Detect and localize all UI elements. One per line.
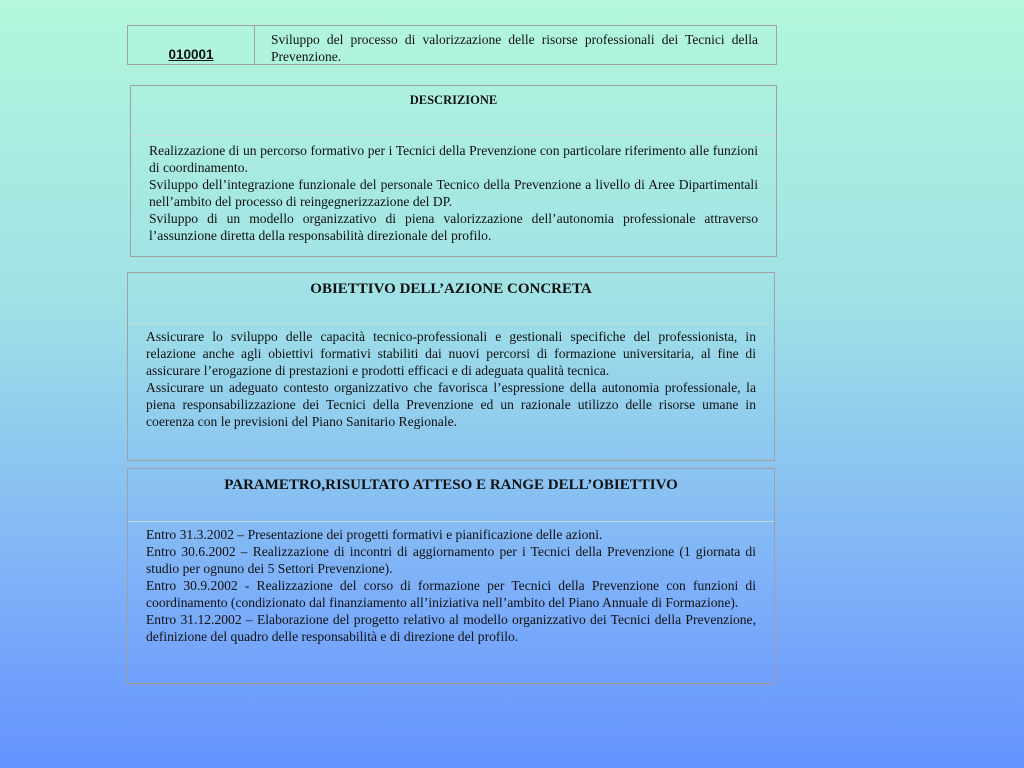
obiettivo-heading: OBIETTIVO DELL’AZIONE CONCRETA [128, 273, 774, 324]
parametro-paragraph: Entro 31.12.2002 – Elaborazione del progetto relativo al modello organizzativo dei Tecnici della Prevenzione, definizione del quadro delle responsabilità e di direzione del profilo. [146, 612, 756, 644]
project-header [127, 25, 777, 65]
descrizione-body [131, 136, 776, 244]
project-code: 010001 [128, 26, 255, 64]
descrizione-heading: DESCRIZIONE [131, 86, 776, 136]
parametro-paragraph: Entro 30.9.2002 - Realizzazione del corso di formazione per Tecnici della Prevenzione con funzioni di coordinamento (condizionato dal finanziamento all’iniziativa nell’ambito del Piano Annuale di Formazione). [146, 578, 756, 610]
parametro-section [127, 468, 775, 684]
parametro-paragraph: Entro 31.3.2002 – Presentazione dei progetti formativi e pianificazione delle azioni. [146, 527, 603, 542]
descrizione-paragraph: Sviluppo dell’integrazione funzionale del personale Tecnico della Prevenzione a livello di Aree Dipartimentali nell’ambito del processo di reingegnerizzazione del DP. [149, 177, 758, 209]
parametro-heading: PARAMETRO,RISULTATO ATTESO E RANGE DELL’OBIETTIVO [128, 469, 774, 522]
obiettivo-paragraph: Assicurare un adeguato contesto organizzativo che favorisca l’espressione della autonomia professionale, la piena responsabilizzazione dei Tecnici della Prevenzione ed un razionale utilizzo delle risorse umane in coerenza con le previsioni del Piano Sanitario Regionale. [146, 380, 756, 429]
parametro-body [128, 522, 774, 645]
descrizione-section [130, 85, 777, 257]
obiettivo-body [128, 324, 774, 430]
obiettivo-paragraph: Assicurare lo sviluppo delle capacità tecnico-professionali e gestionali specifiche del professionista, in relazione anche agli obiettivi formativi stabiliti dai nuovi percorsi di formazione universitaria, al fine di assicurare l’erogazione di prestazioni e prodotti efficaci e di adeguata qualità tecnica. [146, 329, 756, 378]
project-title: Sviluppo del processo di valorizzazione delle risorse professionali dei Tecnici della Prevenzione. [271, 32, 758, 64]
descrizione-paragraph: Realizzazione di un percorso formativo per i Tecnici della Prevenzione con particolare riferimento alle funzioni di coordinamento. [149, 143, 758, 175]
obiettivo-section [127, 272, 775, 461]
parametro-paragraph: Entro 30.6.2002 – Realizzazione di incontri di aggiornamento per i Tecnici della Prevenzione (1 giornata di studio per ognuno dei 5 Settori Prevenzione). [146, 544, 756, 576]
descrizione-paragraph: Sviluppo di un modello organizzativo di piena valorizzazione dell’autonomia professionale attraverso l’assunzione diretta della responsabilità direzionale del profilo. [149, 211, 758, 243]
